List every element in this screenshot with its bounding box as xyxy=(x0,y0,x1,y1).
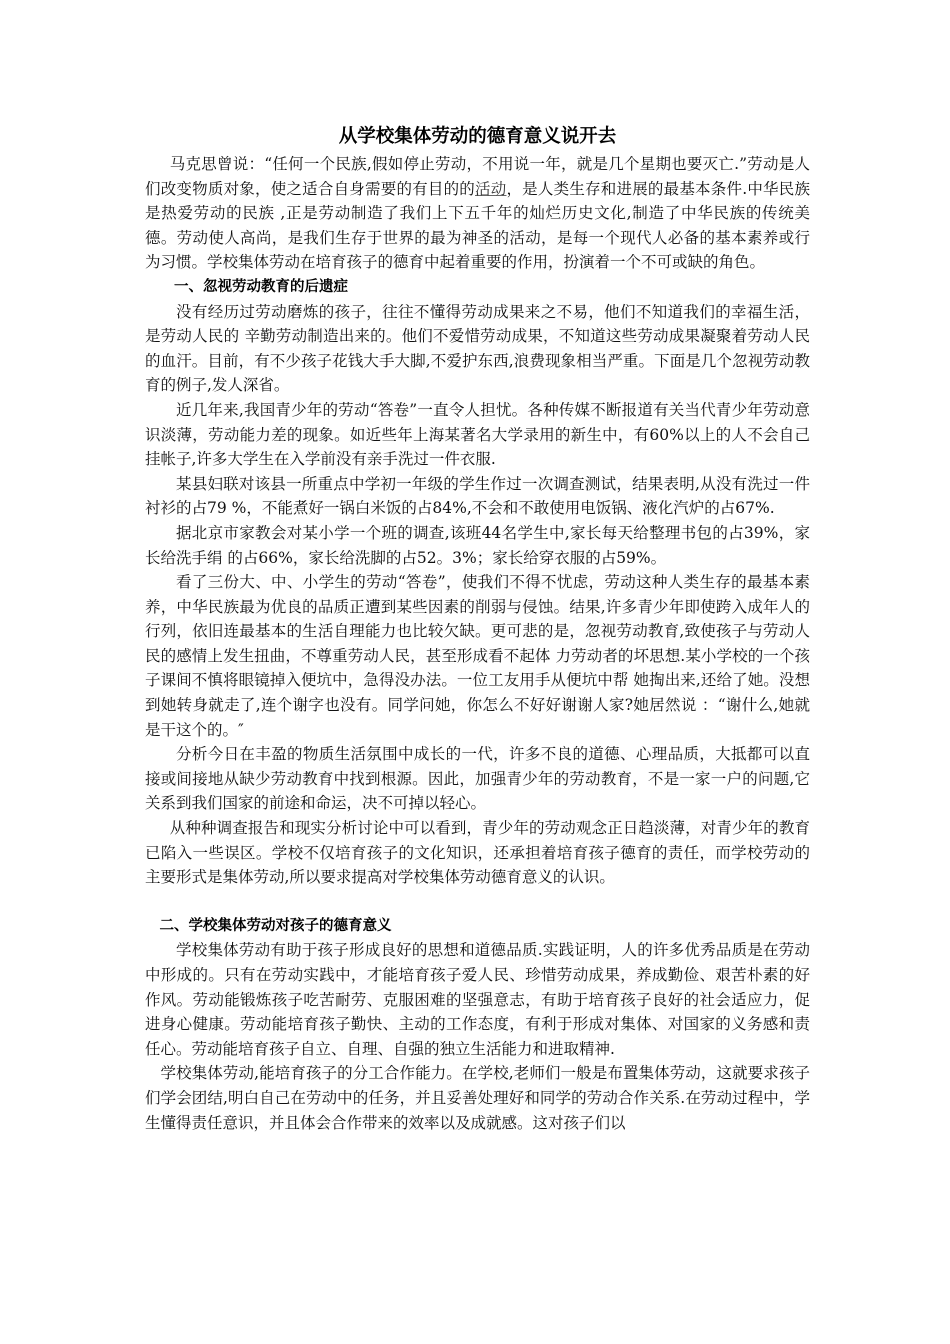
section-1-paragraph: 看了三份大、中、小学生的劳动“答卷”，使我们不得不忧虑，劳动这种人类生存的最基本素养，中华民族最为优良的品质正遭到某些因素的削弱与侵蚀。结果,许多青少年即使跨入成年人的行列，依旧连最基本的生活自理能力也比较欠缺。更可悲的是，忽视劳动教育,致使孩子与劳动人民的感情上发生扭曲，不尊重劳动人民，甚至形成看不起体 力劳动者的坏思想.某小学校的一个孩子课间不慎将眼镜掉入便坑中，急得没办法。一位工友用手从便坑中帮 她掏出来,还给了她。没想到她转身就走了,连个谢字也没有。同学问她，你怎么不好好谢谢人家?她居然说 ：“谢什么,她就是干这个的。″ xyxy=(145,573,810,739)
section-2-paragraph: 学校集体劳动有助于孩子形成良好的思想和道德品质.实践证明，人的许多优秀品质是在劳动中形成的。只有在劳动实践中，才能培育孩子爱人民、珍惜劳动成果，养成勤俭、艰苦朴素的好作风。劳动能锻炼孩子吃苦耐劳、克服困难的坚强意志，有助于培育孩子良好的社会适应力，促进身心健康。劳动能培育孩子勤快、主动的工作态度，有利于形成对集体、对国家的义务感和责任心。劳动能培育孩子自立、自理、自强的独立生活能力和进取精神. xyxy=(145,941,810,1058)
intro-text-b: ，是人类生存和进展的最基本条件.中华民族是热爱劳动的民族 ,正是劳动制造了我们上下五千年的灿烂历史文化,制造了中华民族的传统美德。劳动使人高尚，是我们生存于世界的最为神圣的活动，是每一个现代人必备的基本素养或行为习惯。学校集体劳动在培育孩子的德育中起着重要的作用，扮演着一个不可或缺的角色。 xyxy=(145,179,810,272)
section-2-heading: 二、学校集体劳动对孩子的德育意义 xyxy=(159,917,392,934)
document-page xyxy=(145,118,810,1135)
section-1-heading: 一、忽视劳动教育的后遗症 xyxy=(174,278,348,295)
activity-link[interactable]: 活动 xyxy=(475,179,507,198)
section-2-partial-paragraph: 学校集体劳动,能培育孩子的分工合作能力。在学校,老师们一般是布置集体劳动，这就要求孩子们学会团结,明白自己在劳动中的任务，并且妥善处理好和同学的劳动合作关系.在劳动过程中，学生懂得责任意识，并且体会合作带来的效率以及成就感。这对孩子们以 xyxy=(145,1064,810,1132)
section-spacer xyxy=(145,890,810,914)
intro-paragraph xyxy=(145,152,810,275)
section-1-paragraph: 没有经历过劳动磨炼的孩子，往往不懂得劳动成果来之不易，他们不知道我们的幸福生活，是劳动人民的 辛勤劳动制造出来的。他们不爱惜劳动成果，不知道这些劳动成果凝聚着劳动人民的血汗。目前，有不少孩子花钱大手大脚,不爱护东西,浪费现象相当严重。下面是几个忽视劳动教育的例子,发人深省。 xyxy=(145,302,810,395)
section-1-paragraph: 近几年来,我国青少年的劳动“答卷”一直令人担忧。各种传媒不断报道有关当代青少年劳动意识淡薄，劳动能力差的现象。如近些年上海某著名大学录用的新生中，有60%以上的人不会自己挂帐子,许多大学生在入学前没有亲手洗过一件衣服. xyxy=(145,400,810,469)
section-1-paragraph: 据北京市家教会对某小学一个班的调查,该班44名学生中,家长每天给整理书包的占39%，家长给洗手绢 的占66%，家长给洗脚的占52。3%；家长给穿衣服的占59%。 xyxy=(145,523,810,567)
section-1-closing: 从种种调查报告和现实分析讨论中可以看到，青少年的劳动观念正日趋淡薄，对青少年的教育已陷入一些误区。学校不仅培育孩子的文化知识，还承担着培育孩子德育的责任，而学校劳动的主要形式是集体劳动,所以要求提高对学校集体劳动德育意义的认识。 xyxy=(145,819,810,887)
section-1-paragraph: 分析今日在丰盈的物质生活氛围中成长的一代，许多不良的道德、心理品质，大抵都可以直接或间接地从缺少劳动教育中找到根源。因此，加强青少年的劳动教育，不是一家一户的问题,它关系到我们国家的前途和命运，决不可掉以轻心。 xyxy=(145,745,810,813)
document-title: 从学校集体劳动的德育意义说开去 xyxy=(338,126,617,147)
section-1-paragraph: 某县妇联对该县一所重点中学初一年级的学生作过一次调查测试，结果表明,从没有洗过一件衬衫的占79 %，不能煮好一锅白米饭的占84%,不会和不敢使用电饭锅、液化汽炉的占67%. xyxy=(145,474,810,518)
intro-text-a: 马克思曾说：“任何一个民族,假如停止劳动，不用说一年，就是几个星期也要灭亡.”劳动是人们改变物质对象，使之适合自身需要的有目的的 xyxy=(145,155,810,198)
